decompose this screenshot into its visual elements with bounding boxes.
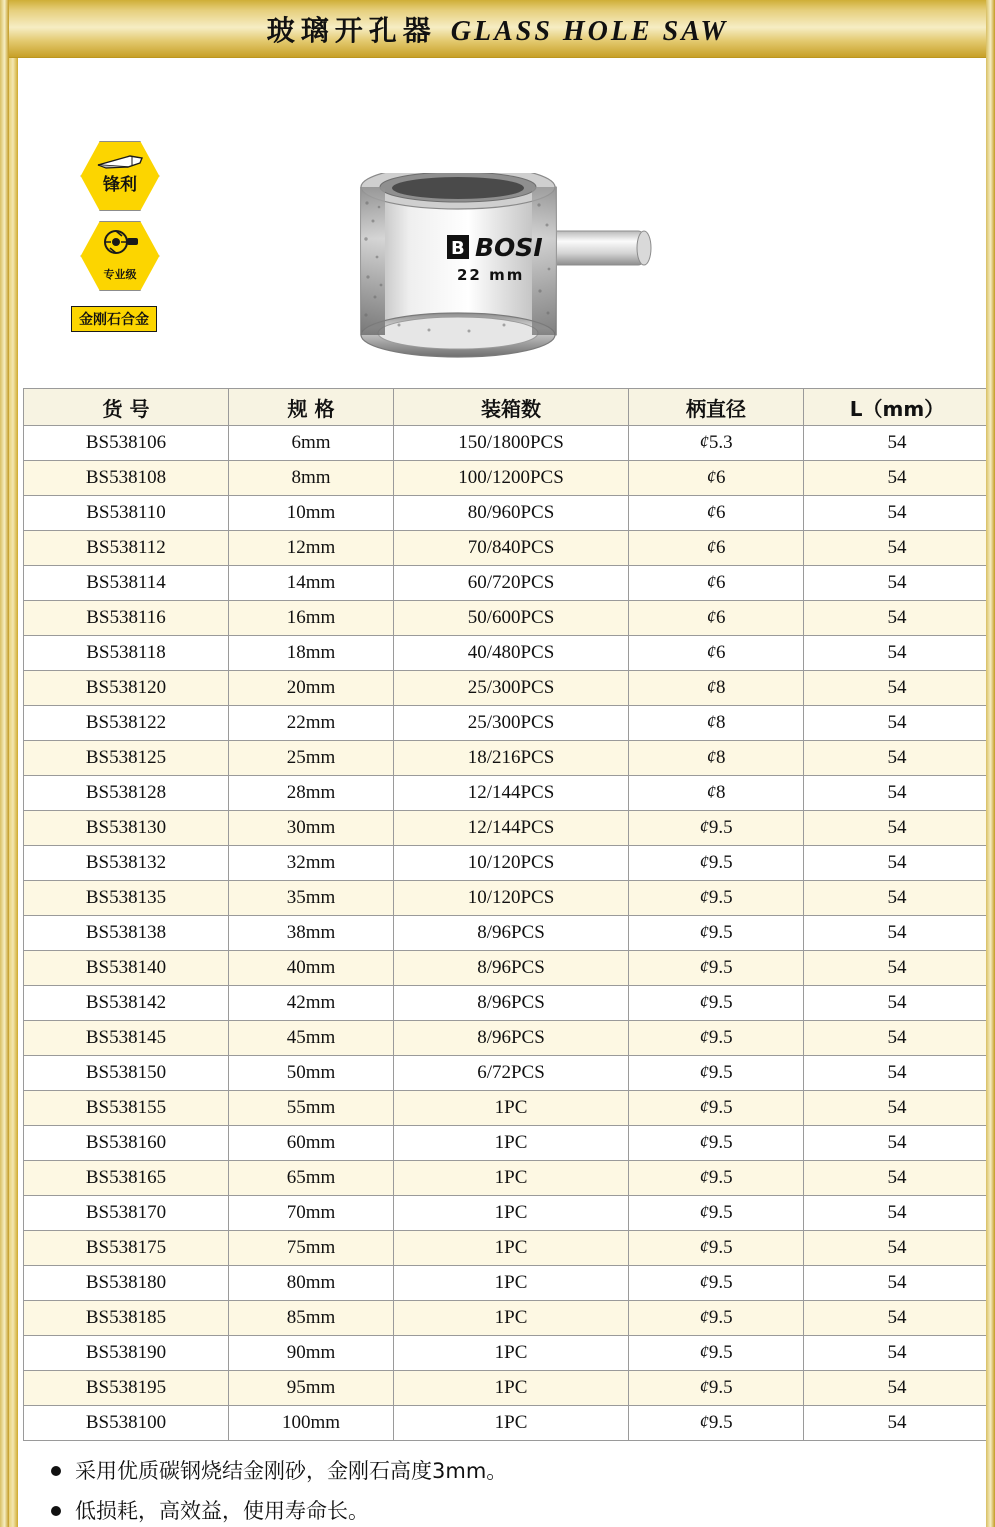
table-row <box>24 601 991 636</box>
diameter-symbol-icon: ¢ <box>706 782 716 803</box>
diameter-symbol-icon: ¢ <box>706 677 716 698</box>
cell-length: 54 <box>804 811 991 846</box>
cell-length: 54 <box>804 776 991 811</box>
cell-size: 55mm <box>229 1091 394 1126</box>
cell-size: 50mm <box>229 1056 394 1091</box>
cell-length: 54 <box>804 426 991 461</box>
table-body <box>24 426 991 1441</box>
cell-value: 9.5 <box>708 1237 733 1258</box>
table-row <box>24 776 991 811</box>
table-row <box>24 1196 991 1231</box>
cell-length: 54 <box>804 951 991 986</box>
cell-shank-diameter <box>629 1196 804 1231</box>
spec-table-container <box>9 388 986 1441</box>
cell-length: 54 <box>804 1371 991 1406</box>
cell-shank-diameter <box>629 531 804 566</box>
badge-professional-label: 专业级 <box>103 268 137 281</box>
cell-packing: 12/144PCS <box>394 811 629 846</box>
page-title-en: GLASS HOLE SAW <box>450 15 729 47</box>
cell-shank-diameter <box>629 1301 804 1336</box>
cell-item-no: BS538135 <box>24 881 229 916</box>
cell-size: 40mm <box>229 951 394 986</box>
cell-item-no: BS538114 <box>24 566 229 601</box>
svg-text:BOSI: BOSI <box>475 233 543 262</box>
cell-item-no: BS538195 <box>24 1371 229 1406</box>
cell-length: 54 <box>804 706 991 741</box>
table-row <box>24 1301 991 1336</box>
table-row <box>24 881 991 916</box>
note-text: 采用优质碳钢烧结金刚砂，金刚石高度3mm。 <box>75 1459 508 1483</box>
diameter-symbol-icon: ¢ <box>706 607 716 628</box>
table-row <box>24 1056 991 1091</box>
diameter-symbol-icon: ¢ <box>699 957 709 978</box>
table-row <box>24 461 991 496</box>
diameter-symbol-icon: ¢ <box>699 817 709 838</box>
cell-item-no: BS538175 <box>24 1231 229 1266</box>
badge-material-label: 金刚石合金 <box>71 306 157 332</box>
cell-item-no: BS538100 <box>24 1406 229 1441</box>
cell-size: 22mm <box>229 706 394 741</box>
cell-item-no: BS538118 <box>24 636 229 671</box>
cell-size: 12mm <box>229 531 394 566</box>
diameter-symbol-icon: ¢ <box>706 712 716 733</box>
table-row <box>24 1231 991 1266</box>
product-illustration-zone <box>9 58 986 388</box>
cell-size: 20mm <box>229 671 394 706</box>
cell-value: 9.5 <box>708 1132 733 1153</box>
cell-value: 9.5 <box>708 1167 733 1188</box>
cell-length: 54 <box>804 1301 991 1336</box>
cell-packing: 6/72PCS <box>394 1056 629 1091</box>
cell-packing: 1PC <box>394 1231 629 1266</box>
diameter-symbol-icon: ¢ <box>699 1132 709 1153</box>
cell-item-no: BS538190 <box>24 1336 229 1371</box>
cell-length: 54 <box>804 741 991 776</box>
diameter-symbol-icon: ¢ <box>699 852 709 873</box>
cell-size: 14mm <box>229 566 394 601</box>
cell-packing: 8/96PCS <box>394 986 629 1021</box>
diameter-symbol-icon: ¢ <box>699 1202 709 1223</box>
cell-value: 8 <box>716 782 726 803</box>
cell-packing: 1PC <box>394 1196 629 1231</box>
hole-saw-image <box>339 173 669 368</box>
table-row <box>24 1161 991 1196</box>
diameter-symbol-icon: ¢ <box>706 537 716 558</box>
cell-size: 42mm <box>229 986 394 1021</box>
cell-packing: 60/720PCS <box>394 566 629 601</box>
cell-packing: 8/96PCS <box>394 951 629 986</box>
diameter-symbol-icon: ¢ <box>699 1097 709 1118</box>
cell-size: 85mm <box>229 1301 394 1336</box>
cell-value: 8 <box>716 677 726 698</box>
page-title-cn: 玻璃开孔器 <box>266 13 437 47</box>
cell-shank-diameter <box>629 846 804 881</box>
cell-value: 6 <box>716 502 726 523</box>
cell-packing: 18/216PCS <box>394 741 629 776</box>
cell-shank-diameter <box>629 566 804 601</box>
cell-length: 54 <box>804 496 991 531</box>
cell-item-no: BS538170 <box>24 1196 229 1231</box>
cell-length: 54 <box>804 531 991 566</box>
column-header-size: 规 格 <box>229 389 394 426</box>
cell-item-no: BS538165 <box>24 1161 229 1196</box>
cell-value: 9.5 <box>708 957 733 978</box>
cell-length: 54 <box>804 1406 991 1441</box>
cell-shank-diameter <box>629 706 804 741</box>
cell-value: 9.5 <box>708 1202 733 1223</box>
column-header-shank-diameter: 柄直径 <box>629 389 804 426</box>
cell-shank-diameter <box>629 916 804 951</box>
cell-packing: 40/480PCS <box>394 636 629 671</box>
page-header <box>9 0 986 58</box>
cell-length: 54 <box>804 1126 991 1161</box>
cell-shank-diameter <box>629 1371 804 1406</box>
cell-item-no: BS538110 <box>24 496 229 531</box>
cell-value: 8 <box>716 747 726 768</box>
cell-shank-diameter <box>629 881 804 916</box>
cell-size: 70mm <box>229 1196 394 1231</box>
cell-value: 9.5 <box>708 1412 733 1433</box>
cell-item-no: BS538142 <box>24 986 229 1021</box>
cell-shank-diameter <box>629 741 804 776</box>
cell-length: 54 <box>804 1021 991 1056</box>
cell-packing: 10/120PCS <box>394 881 629 916</box>
cell-length: 54 <box>804 636 991 671</box>
table-row <box>24 1021 991 1056</box>
table-row <box>24 1406 991 1441</box>
cell-size: 45mm <box>229 1021 394 1056</box>
cell-size: 16mm <box>229 601 394 636</box>
cell-shank-diameter <box>629 1021 804 1056</box>
cell-length: 54 <box>804 1161 991 1196</box>
cell-length: 54 <box>804 1231 991 1266</box>
cell-size: 60mm <box>229 1126 394 1161</box>
cell-item-no: BS538132 <box>24 846 229 881</box>
table-row <box>24 1091 991 1126</box>
cell-item-no: BS538116 <box>24 601 229 636</box>
cell-shank-diameter <box>629 1126 804 1161</box>
diameter-symbol-icon: ¢ <box>699 992 709 1013</box>
cell-value: 6 <box>716 607 726 628</box>
cell-value: 9.5 <box>708 1377 733 1398</box>
cell-item-no: BS538155 <box>24 1091 229 1126</box>
cell-length: 54 <box>804 881 991 916</box>
cell-packing: 8/96PCS <box>394 1021 629 1056</box>
cell-length: 54 <box>804 671 991 706</box>
cell-shank-diameter <box>629 1161 804 1196</box>
cell-packing: 70/840PCS <box>394 531 629 566</box>
cell-size: 25mm <box>229 741 394 776</box>
cell-value: 9.5 <box>708 852 733 873</box>
table-row <box>24 706 991 741</box>
cell-value: 9.5 <box>708 992 733 1013</box>
cell-shank-diameter <box>629 811 804 846</box>
cell-packing: 80/960PCS <box>394 496 629 531</box>
cell-item-no: BS538130 <box>24 811 229 846</box>
cell-length: 54 <box>804 1056 991 1091</box>
cell-item-no: BS538122 <box>24 706 229 741</box>
cell-item-no: BS538145 <box>24 1021 229 1056</box>
cell-size: 32mm <box>229 846 394 881</box>
cell-size: 80mm <box>229 1266 394 1301</box>
cell-length: 54 <box>804 916 991 951</box>
cell-value: 9.5 <box>708 1062 733 1083</box>
cell-size: 35mm <box>229 881 394 916</box>
diameter-symbol-icon: ¢ <box>699 1237 709 1258</box>
cell-value: 9.5 <box>708 1272 733 1293</box>
cell-shank-diameter <box>629 636 804 671</box>
cell-packing: 25/300PCS <box>394 706 629 741</box>
table-row <box>24 566 991 601</box>
diameter-symbol-icon: ¢ <box>699 922 709 943</box>
page-title <box>267 9 729 49</box>
cell-shank-diameter <box>629 776 804 811</box>
cell-length: 54 <box>804 1196 991 1231</box>
badge-professional <box>79 220 161 292</box>
cell-shank-diameter <box>629 426 804 461</box>
cell-item-no: BS538112 <box>24 531 229 566</box>
cell-shank-diameter <box>629 496 804 531</box>
diameter-symbol-icon: ¢ <box>706 747 716 768</box>
cell-shank-diameter <box>629 1266 804 1301</box>
cell-length: 54 <box>804 1336 991 1371</box>
table-row <box>24 811 991 846</box>
cell-value: 5.3 <box>708 432 733 453</box>
cell-value: 9.5 <box>708 1342 733 1363</box>
bullet-icon <box>51 1466 61 1476</box>
cell-size: 8mm <box>229 461 394 496</box>
diameter-symbol-icon: ¢ <box>699 1377 709 1398</box>
diameter-symbol-icon: ¢ <box>699 432 709 453</box>
table-row <box>24 1266 991 1301</box>
cell-value: 9.5 <box>708 1307 733 1328</box>
table-row <box>24 1336 991 1371</box>
cell-length: 54 <box>804 1266 991 1301</box>
diameter-symbol-icon: ¢ <box>706 642 716 663</box>
diameter-symbol-icon: ¢ <box>706 572 716 593</box>
diameter-symbol-icon: ¢ <box>706 467 716 488</box>
diameter-symbol-icon: ¢ <box>699 1412 709 1433</box>
cell-packing: 1PC <box>394 1161 629 1196</box>
cell-value: 9.5 <box>708 1027 733 1048</box>
cell-item-no: BS538138 <box>24 916 229 951</box>
grinder-icon <box>79 229 161 255</box>
cell-shank-diameter <box>629 461 804 496</box>
cell-item-no: BS538185 <box>24 1301 229 1336</box>
table-row <box>24 951 991 986</box>
table-header-row <box>24 389 991 426</box>
cell-item-no: BS538150 <box>24 1056 229 1091</box>
cell-length: 54 <box>804 846 991 881</box>
cell-size: 18mm <box>229 636 394 671</box>
cell-size: 95mm <box>229 1371 394 1406</box>
cell-shank-diameter <box>629 601 804 636</box>
table-row <box>24 426 991 461</box>
notes-list <box>9 1441 986 1525</box>
table-row <box>24 1126 991 1161</box>
cell-packing: 1PC <box>394 1126 629 1161</box>
table-row <box>24 1371 991 1406</box>
cell-item-no: BS538106 <box>24 426 229 461</box>
cell-packing: 1PC <box>394 1371 629 1406</box>
cell-length: 54 <box>804 461 991 496</box>
table-row <box>24 636 991 671</box>
table-row <box>24 671 991 706</box>
column-header-length: L（mm） <box>804 389 991 426</box>
cell-shank-diameter <box>629 951 804 986</box>
diameter-symbol-icon: ¢ <box>706 502 716 523</box>
diameter-symbol-icon: ¢ <box>699 1167 709 1188</box>
cell-size: 30mm <box>229 811 394 846</box>
cell-shank-diameter <box>629 986 804 1021</box>
diameter-symbol-icon: ¢ <box>699 1342 709 1363</box>
badge-group <box>71 140 201 332</box>
cell-size: 28mm <box>229 776 394 811</box>
cell-size: 75mm <box>229 1231 394 1266</box>
cell-packing: 25/300PCS <box>394 671 629 706</box>
cell-packing: 1PC <box>394 1301 629 1336</box>
table-row <box>24 496 991 531</box>
cell-packing: 1PC <box>394 1336 629 1371</box>
cell-packing: 50/600PCS <box>394 601 629 636</box>
cell-shank-diameter <box>629 1406 804 1441</box>
cell-size: 100mm <box>229 1406 394 1441</box>
cell-length: 54 <box>804 1091 991 1126</box>
table-row <box>24 846 991 881</box>
cell-value: 9.5 <box>708 922 733 943</box>
cell-size: 10mm <box>229 496 394 531</box>
cell-item-no: BS538120 <box>24 671 229 706</box>
cell-item-no: BS538125 <box>24 741 229 776</box>
cell-packing: 1PC <box>394 1406 629 1441</box>
cell-value: 9.5 <box>708 817 733 838</box>
cell-value: 8 <box>716 712 726 733</box>
badge-sharp-label: 锋利 <box>103 175 137 195</box>
column-header-item-no: 货 号 <box>24 389 229 426</box>
cell-shank-diameter <box>629 1056 804 1091</box>
cell-shank-diameter <box>629 1231 804 1266</box>
cell-value: 9.5 <box>708 1097 733 1118</box>
diameter-symbol-icon: ¢ <box>699 1272 709 1293</box>
cell-length: 54 <box>804 986 991 1021</box>
cell-size: 90mm <box>229 1336 394 1371</box>
cell-size: 6mm <box>229 426 394 461</box>
cell-value: 6 <box>716 467 726 488</box>
bullet-icon <box>51 1506 61 1516</box>
cell-item-no: BS538160 <box>24 1126 229 1161</box>
cell-value: 6 <box>716 642 726 663</box>
note-item <box>39 1455 986 1485</box>
cell-length: 54 <box>804 601 991 636</box>
diameter-symbol-icon: ¢ <box>699 1307 709 1328</box>
diameter-symbol-icon: ¢ <box>699 1062 709 1083</box>
cell-packing: 150/1800PCS <box>394 426 629 461</box>
cell-length: 54 <box>804 566 991 601</box>
note-text: 低损耗，高效益，使用寿命长。 <box>75 1499 369 1523</box>
cell-packing: 1PC <box>394 1091 629 1126</box>
table-row <box>24 986 991 1021</box>
table-row <box>24 916 991 951</box>
cell-packing: 8/96PCS <box>394 916 629 951</box>
cell-item-no: BS538180 <box>24 1266 229 1301</box>
diameter-symbol-icon: ¢ <box>699 887 709 908</box>
cell-value: 6 <box>716 572 726 593</box>
svg-text:22 mm: 22 mm <box>457 266 525 284</box>
svg-text:B: B <box>451 238 465 259</box>
cell-value: 9.5 <box>708 887 733 908</box>
cell-shank-diameter <box>629 1336 804 1371</box>
note-item <box>39 1495 986 1525</box>
cell-packing: 12/144PCS <box>394 776 629 811</box>
cell-packing: 10/120PCS <box>394 846 629 881</box>
cell-item-no: BS538108 <box>24 461 229 496</box>
cell-size: 65mm <box>229 1161 394 1196</box>
cell-shank-diameter <box>629 1091 804 1126</box>
diameter-symbol-icon: ¢ <box>699 1027 709 1048</box>
badge-sharp <box>79 140 161 212</box>
column-header-packing: 装箱数 <box>394 389 629 426</box>
cell-item-no: BS538128 <box>24 776 229 811</box>
cell-size: 38mm <box>229 916 394 951</box>
cell-packing: 100/1200PCS <box>394 461 629 496</box>
cell-value: 6 <box>716 537 726 558</box>
table-row <box>24 531 991 566</box>
cell-shank-diameter <box>629 671 804 706</box>
cell-packing: 1PC <box>394 1266 629 1301</box>
cell-item-no: BS538140 <box>24 951 229 986</box>
spec-table <box>23 388 991 1441</box>
table-row <box>24 741 991 776</box>
